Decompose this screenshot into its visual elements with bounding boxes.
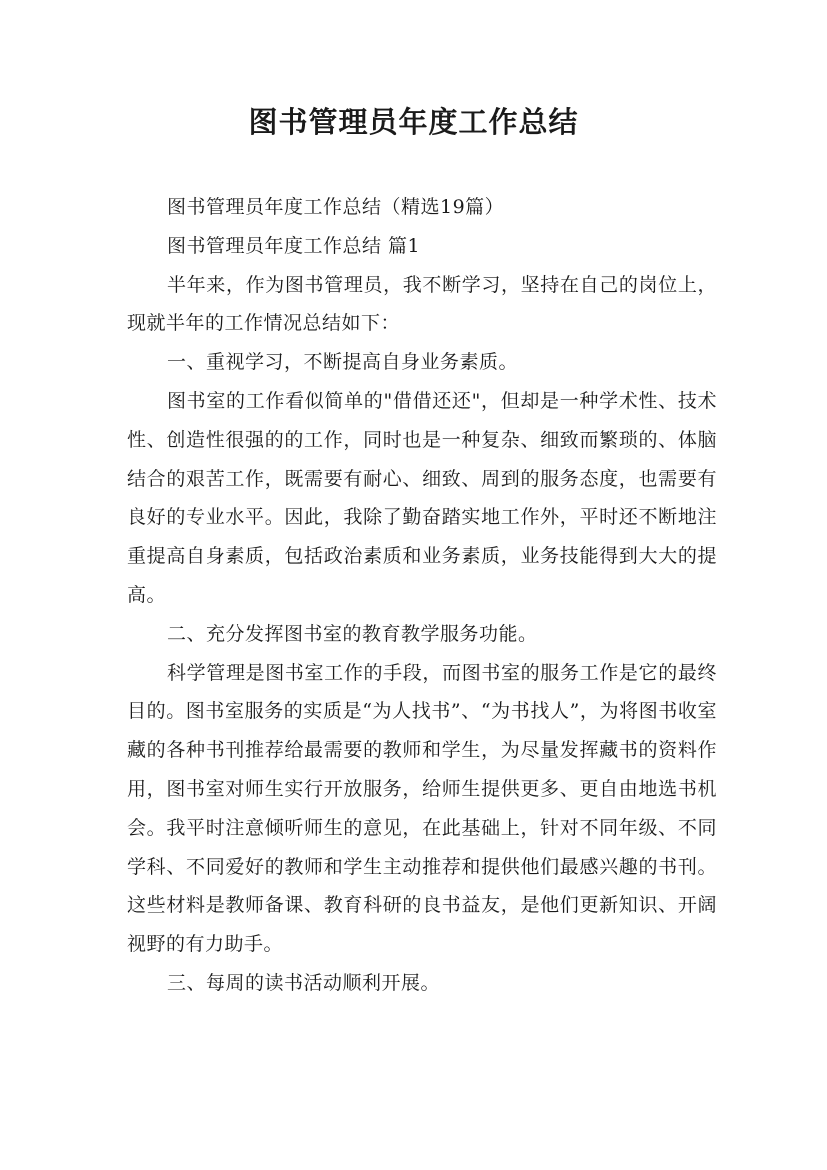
document-title: 图书管理员年度工作总结 [248,105,579,139]
paragraph-body-two: 科学管理是图书室工作的手段，而图书室的服务工作是它的最终目的。图书室服务的实质是“为人找书”、“为书找人”，为将图书收室藏的各种书刊推荐给最需要的教师和学生，为尽量发挥藏书的资料作用，图书室对师生实行开放服务，给师生提供更多、更自由地选书机会。我平时注意倾听师生的意见，在此基础上，针对不同年级、不同学科、不同爱好的教师和学生主动推荐和提供他们最感兴趣的书刊。这些材料是教师备课、教育科研的良书益友，是他们更新知识、开阔视野的有力助手。 [127,661,717,956]
paragraph-intro: 半年来，作为图书管理员，我不断学习，坚持在自己的岗位上，现就半年的工作情况总结如下： [127,273,717,335]
paragraph-subtitle: 图书管理员年度工作总结（精选19篇） [167,196,505,218]
paragraph-heading-one: 一、重视学习，不断提高自身业务素质。 [167,351,519,374]
paragraph-section-heading: 图书管理员年度工作总结 篇1 [167,234,421,257]
paragraph-heading-three: 三、每周的读书活动顺利开展。 [167,971,441,994]
document-body [127,188,717,1003]
paragraph-heading-two: 二、充分发挥图书室的教育教学服务功能。 [167,622,538,645]
paragraph-body-one: 图书室的工作看似简单的"借借还还"，但却是一种学术性、技术性、创造性很强的的工作，同时也是一种复杂、细致而繁琐的、体脑结合的艰苦工作，既需要有耐心、细致、周到的服务态度，也需要有良好的专业水平。因此，我除了勤奋踏实地工作外，平时还不断地注重提高自身素质，包括政治素质和业务素质，业务技能得到大大的提高。 [127,389,717,606]
